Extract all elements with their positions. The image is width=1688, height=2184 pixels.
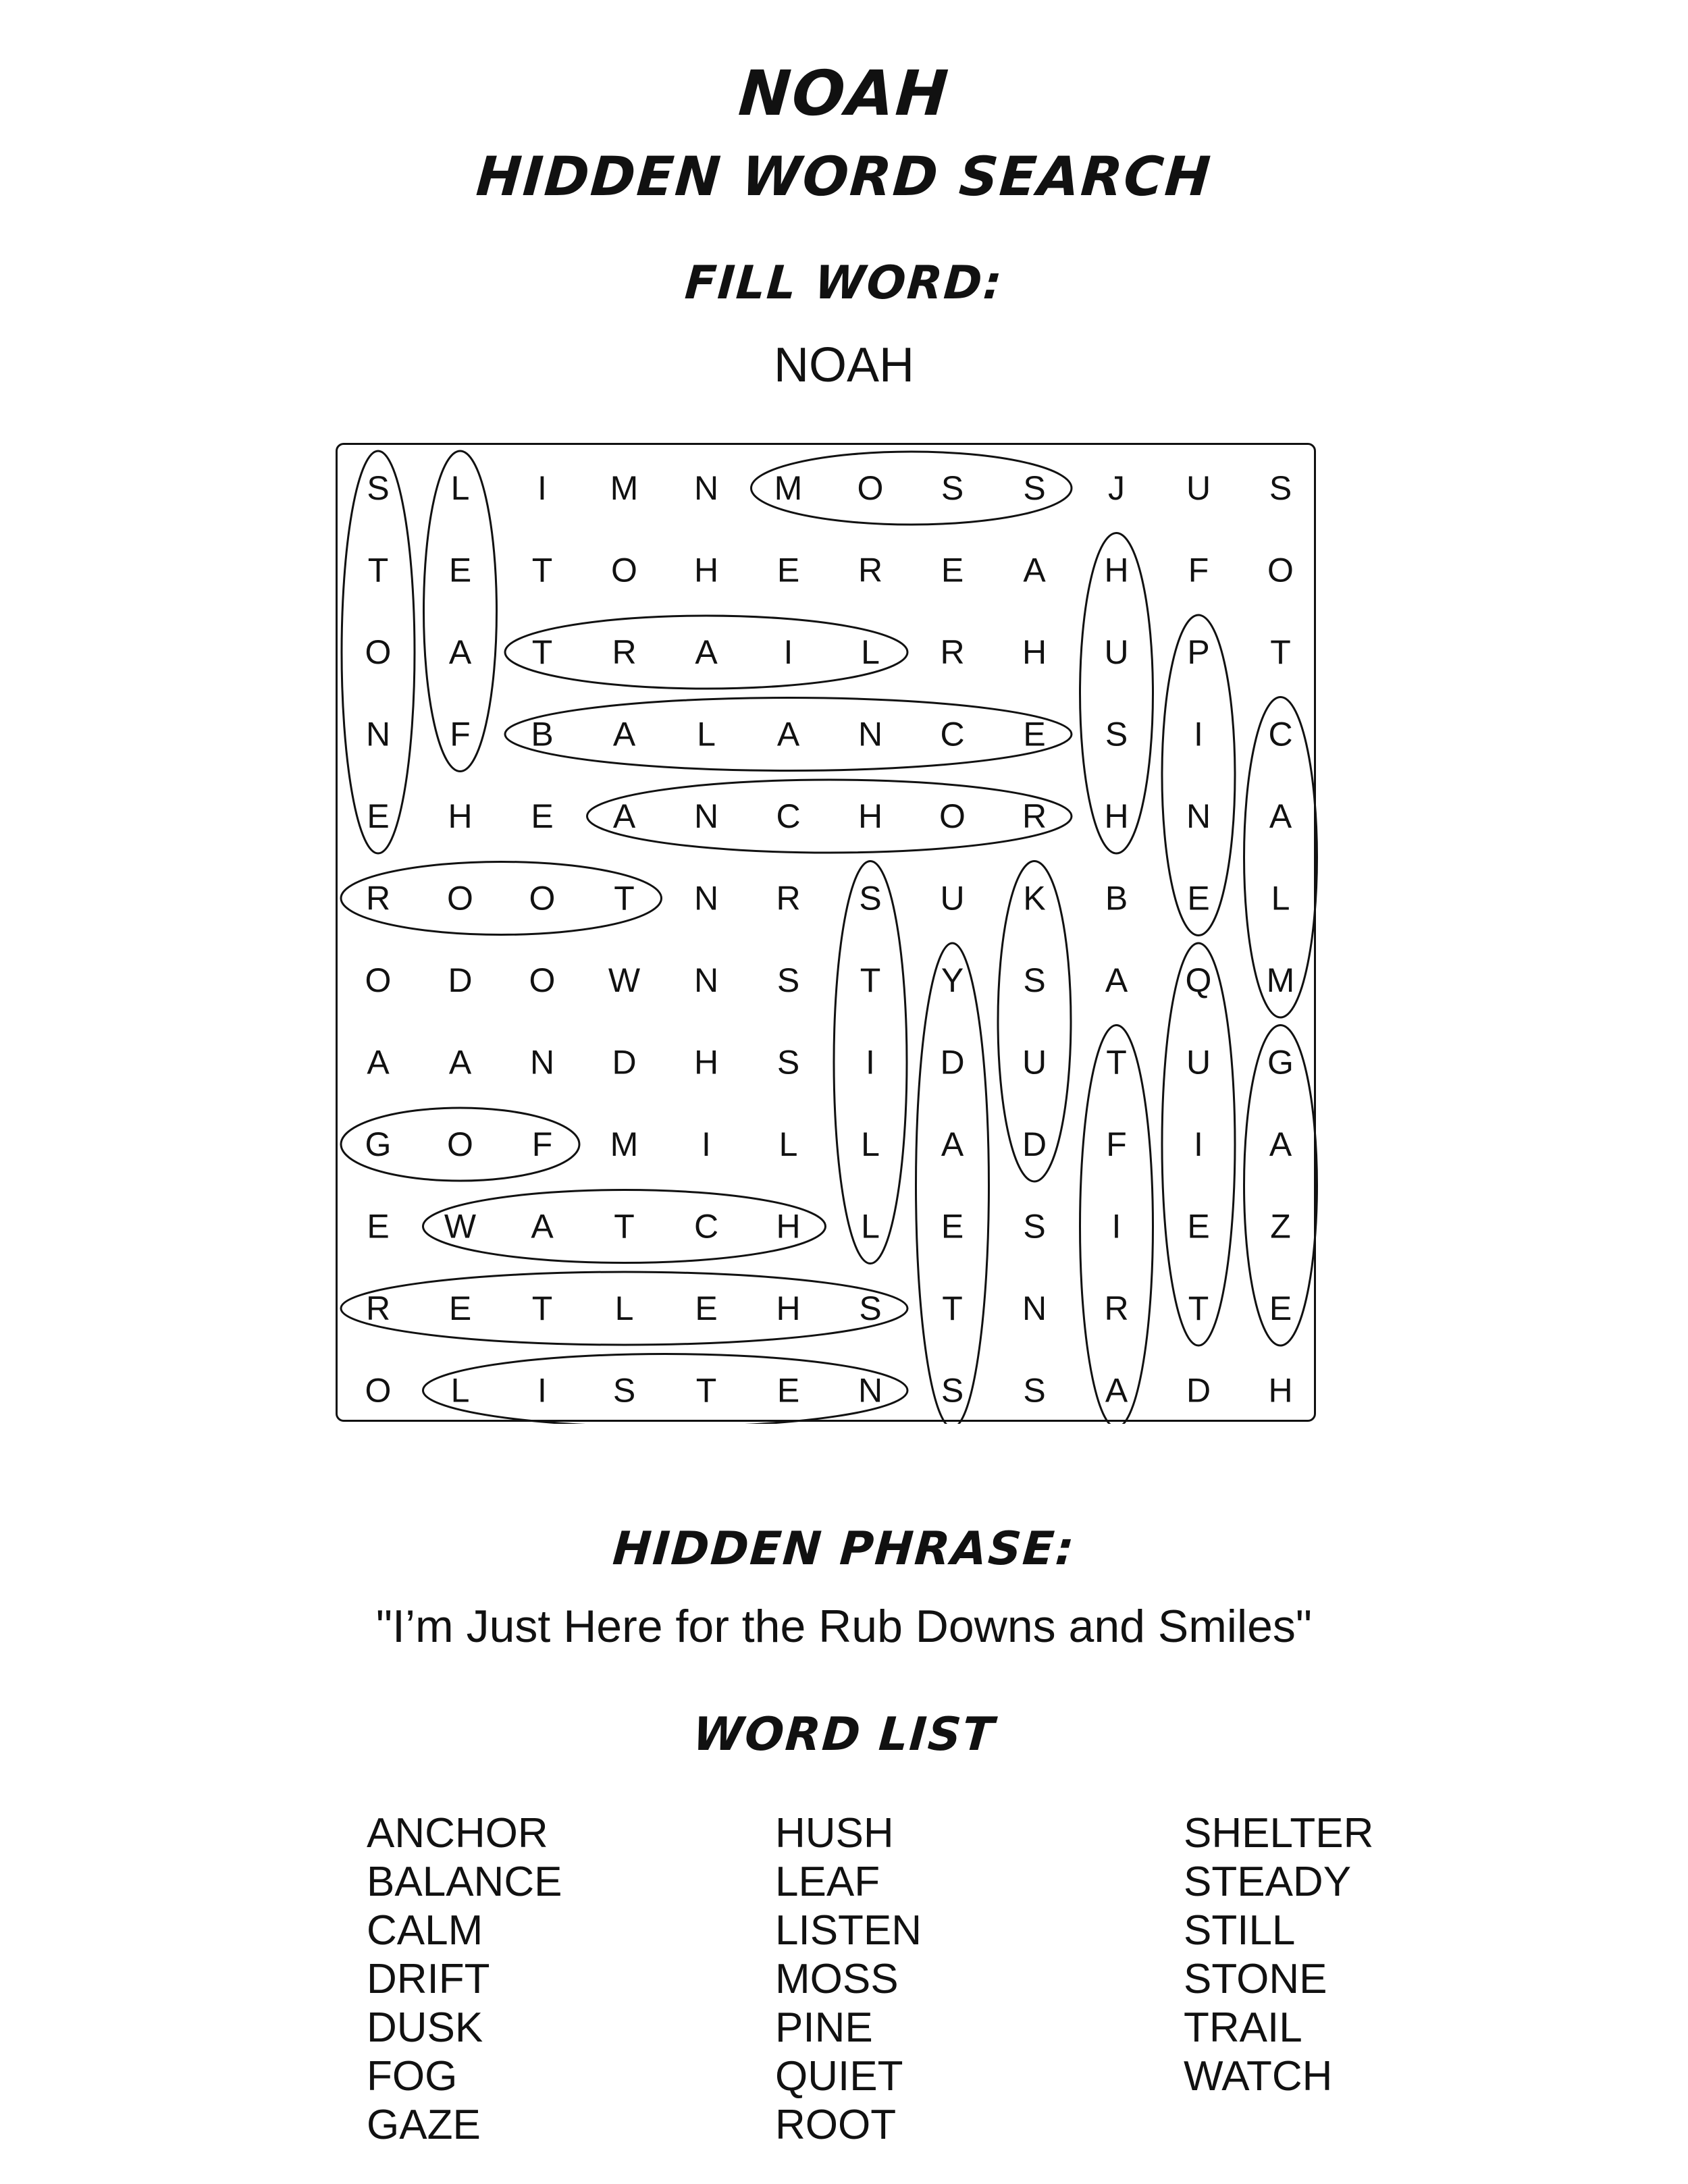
word-list-item: BALANCE <box>367 1859 562 1905</box>
grid-cell: L <box>1271 879 1290 917</box>
grid-cell: S <box>1023 1207 1046 1246</box>
grid-cell: T <box>614 879 635 917</box>
grid-cell: F <box>1188 551 1209 589</box>
grid-cell: E <box>941 551 964 589</box>
grid-cell: A <box>1269 1125 1292 1163</box>
grid-cell: H <box>1104 797 1129 835</box>
grid-cell: B <box>1105 879 1128 917</box>
grid-cell: S <box>941 469 964 507</box>
grid-cell: A <box>941 1125 964 1163</box>
grid-cell: N <box>529 1043 555 1082</box>
grid-cell: T <box>1106 1043 1127 1082</box>
grid-cell: H <box>1104 551 1129 589</box>
grid-cell: S <box>1023 469 1046 507</box>
grid-cell: O <box>365 633 392 671</box>
grid-cell: E <box>1269 1289 1292 1327</box>
grid-cell: U <box>1104 633 1129 671</box>
grid-cell: A <box>1105 961 1128 999</box>
grid-cell: O <box>857 469 884 507</box>
word-list-item: WATCH <box>1184 2053 1333 2100</box>
word-list-item: FOG <box>367 2053 458 2100</box>
grid-cell: A <box>448 1043 472 1082</box>
grid-cell: N <box>1186 797 1211 835</box>
grid-cell: I <box>783 633 793 671</box>
grid-cell: B <box>531 715 554 753</box>
grid-cell: U <box>940 879 965 917</box>
grid-cell: L <box>450 469 470 507</box>
grid-cell: N <box>858 715 883 753</box>
grid-cell: U <box>1186 1043 1211 1082</box>
grid-cell: M <box>1266 961 1295 999</box>
grid-cell: S <box>776 1043 800 1082</box>
grid-cell: R <box>940 633 965 671</box>
word-list-item: STONE <box>1184 1956 1327 2002</box>
grid-cell: S <box>859 1289 882 1327</box>
grid-cell: H <box>776 1207 801 1246</box>
grid-cell: H <box>1022 633 1047 671</box>
fill-word-label: FILL WORD: <box>683 257 1005 310</box>
grid-cell: O <box>365 1371 392 1410</box>
grid-cell: R <box>365 1289 391 1327</box>
grid-cell: N <box>693 469 719 507</box>
grid-cell: D <box>448 961 473 999</box>
grid-cell: O <box>529 961 556 999</box>
found-word-oval-ydalets <box>916 943 989 1424</box>
grid-cell: N <box>693 797 719 835</box>
grid-cell: A <box>776 715 800 753</box>
grid-cell: R <box>365 879 391 917</box>
grid-cell: E <box>448 1289 472 1327</box>
grid-cell: W <box>444 1207 477 1246</box>
grid-cell: L <box>614 1289 634 1327</box>
grid-cell: S <box>612 1371 636 1410</box>
grid-cell: I <box>866 1043 875 1082</box>
grid-cell: N <box>693 879 719 917</box>
word-list-item: STEADY <box>1184 1859 1352 1905</box>
grid-cell: I <box>537 469 547 507</box>
grid-cell: T <box>531 633 553 671</box>
grid-cell: O <box>611 551 637 589</box>
grid-cell: S <box>367 469 390 507</box>
word-list-item: HUSH <box>775 1810 894 1857</box>
grid-cell: W <box>608 961 641 999</box>
grid-cell: O <box>529 879 556 917</box>
grid-cell: N <box>858 1371 883 1410</box>
grid-cell: O <box>939 797 966 835</box>
grid-cell: S <box>776 961 800 999</box>
found-word-oval-anchor <box>587 780 1072 853</box>
grid-cell: I <box>702 1125 711 1163</box>
word-list-item: QUIET <box>775 2053 903 2100</box>
word-list-item: GAZE <box>367 2102 481 2148</box>
grid-cell: T <box>860 961 881 999</box>
grid-cell: R <box>1104 1289 1129 1327</box>
grid-cell: A <box>1105 1371 1128 1410</box>
grid-cell: L <box>697 715 716 753</box>
grid-cell: A <box>612 797 636 835</box>
grid-cell: T <box>531 1289 553 1327</box>
grid-cell: E <box>776 1371 800 1410</box>
grid-cell: T <box>1270 633 1291 671</box>
grid-cell: C <box>1268 715 1293 753</box>
grid-cell: C <box>693 1207 719 1246</box>
grid-cell: N <box>365 715 391 753</box>
grid-cell: H <box>776 1289 801 1327</box>
grid-cell: R <box>1022 797 1047 835</box>
grid-cell: S <box>1023 1371 1046 1410</box>
word-list-item: PINE <box>775 2004 873 2051</box>
grid-cell: A <box>695 633 718 671</box>
grid-cell: L <box>450 1371 470 1410</box>
word-list-item: DUSK <box>367 2004 483 2051</box>
grid-cell: F <box>450 715 471 753</box>
grid-canvas <box>338 445 1318 1424</box>
grid-cell: O <box>447 1125 473 1163</box>
grid-cell: H <box>858 797 883 835</box>
grid-cell: T <box>531 551 553 589</box>
grid-cell: Z <box>1270 1207 1291 1246</box>
grid-cell: C <box>776 797 801 835</box>
grid-cell: I <box>1111 1207 1122 1246</box>
grid-cell: O <box>365 961 392 999</box>
grid-cell: E <box>448 551 472 589</box>
word-list-column-3 <box>1184 1809 1373 2101</box>
grid-cell: U <box>1022 1043 1047 1082</box>
grid-cell: D <box>1022 1125 1047 1163</box>
grid-cell: A <box>612 715 636 753</box>
fill-word: NOAH <box>773 338 915 392</box>
grid-cell: R <box>776 879 801 917</box>
grid-cell: I <box>1194 1125 1203 1163</box>
grid-cell: R <box>858 551 883 589</box>
grid-cell: E <box>776 551 800 589</box>
grid-cell: L <box>861 633 880 671</box>
grid-cell: I <box>1194 715 1203 753</box>
grid-cell: U <box>1186 469 1211 507</box>
grid-cell: S <box>859 879 882 917</box>
grid-cell: E <box>695 1289 718 1327</box>
grid-cell: H <box>448 797 473 835</box>
grid-cell: D <box>940 1043 965 1082</box>
grid-cell: F <box>531 1125 553 1163</box>
grid-cell: L <box>861 1207 880 1246</box>
grid-cell: A <box>531 1207 554 1246</box>
word-list-item: ANCHOR <box>367 1810 548 1857</box>
grid-cell: S <box>941 1371 964 1410</box>
grid-cell: N <box>1022 1289 1047 1327</box>
grid-cell: Q <box>1185 961 1212 999</box>
grid-cell: M <box>610 1125 639 1163</box>
word-list-item: LEAF <box>775 1859 880 1905</box>
hidden-phrase: "I’m Just Here for the Rub Downs and Smiles" <box>375 1601 1313 1652</box>
grid-cell: E <box>531 797 554 835</box>
grid-cell: H <box>1268 1371 1293 1410</box>
grid-cell: O <box>1267 551 1294 589</box>
grid-cell: N <box>693 961 719 999</box>
grid-cell: H <box>693 1043 719 1082</box>
grid-cell: T <box>367 551 389 589</box>
grid-cell: T <box>942 1289 963 1327</box>
grid-cell: S <box>1269 469 1292 507</box>
grid-cell: M <box>610 469 639 507</box>
grid-cell: E <box>1023 715 1046 753</box>
grid-cell: J <box>1108 469 1125 507</box>
grid-cell: L <box>779 1125 798 1163</box>
grid-cell: E <box>941 1207 964 1246</box>
grid-cell: Y <box>941 961 964 999</box>
word-list-item: LISTEN <box>775 1907 922 1954</box>
grid-cell: S <box>1105 715 1128 753</box>
word-list-item: STILL <box>1184 1907 1296 1954</box>
grid-cell: T <box>695 1371 717 1410</box>
grid-cell: T <box>614 1207 635 1246</box>
word-list-item: ROOT <box>775 2102 897 2148</box>
grid-cell: E <box>1187 1207 1210 1246</box>
grid-cell: C <box>940 715 965 753</box>
grid-cell: E <box>367 1207 390 1246</box>
page-title: NOAH <box>736 57 952 130</box>
grid-cell: A <box>448 633 472 671</box>
grid-cell: R <box>612 633 637 671</box>
grid-cell: O <box>447 879 473 917</box>
grid-cell: G <box>1267 1043 1294 1082</box>
word-list-item: CALM <box>367 1907 483 1954</box>
grid-cell: M <box>774 469 803 507</box>
word-list-item: MOSS <box>775 1956 899 2002</box>
word-list-column-1 <box>367 1809 562 2150</box>
word-list-item: DRIFT <box>367 1956 490 2002</box>
grid-cell: I <box>537 1371 547 1410</box>
hidden-phrase-label: HIDDEN PHRASE: <box>610 1522 1078 1576</box>
grid-cell: K <box>1023 879 1046 917</box>
grid-cell: F <box>1106 1125 1127 1163</box>
page-subtitle: HIDDEN WORD SEARCH <box>474 145 1214 208</box>
grid-cell: E <box>1187 879 1210 917</box>
grid-cell: D <box>1186 1371 1211 1410</box>
grid-cell: L <box>861 1125 880 1163</box>
word-list-column-2 <box>775 1809 922 2150</box>
grid-cell: T <box>1188 1289 1209 1327</box>
found-word-oval-listen <box>423 1354 908 1424</box>
word-list-label: WORD LIST <box>691 1708 997 1761</box>
grid-cell: P <box>1187 633 1210 671</box>
word-list-item: TRAIL <box>1184 2004 1302 2051</box>
grid-cell: D <box>612 1043 637 1082</box>
word-search-grid <box>336 443 1316 1422</box>
word-list-item: SHELTER <box>1184 1810 1374 1857</box>
grid-cell: E <box>367 797 390 835</box>
grid-cell: A <box>1269 797 1292 835</box>
grid-cell: A <box>1023 551 1046 589</box>
grid-cell: A <box>367 1043 390 1082</box>
grid-cell: H <box>693 551 719 589</box>
grid-cell: S <box>1023 961 1046 999</box>
grid-cell: G <box>365 1125 392 1163</box>
